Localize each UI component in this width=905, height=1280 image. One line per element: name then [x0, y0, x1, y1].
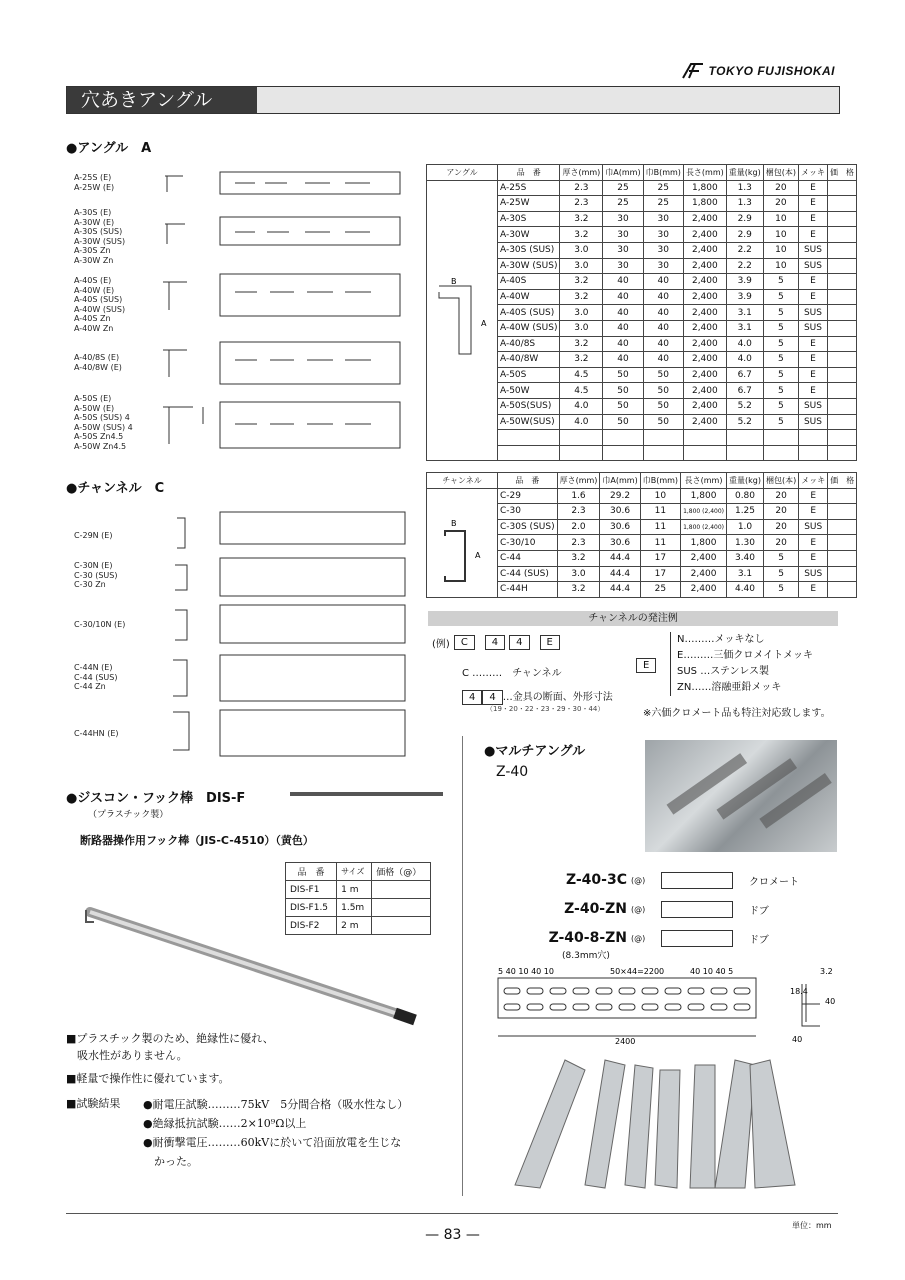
- price-cell: [827, 289, 856, 305]
- table-cell: 2.3: [557, 535, 600, 551]
- table-cell: 1,800: [681, 488, 727, 504]
- hook-heading: ●ジスコン・フック棒 DIS-F: [66, 791, 246, 806]
- table-cell: 2.9: [726, 227, 763, 243]
- order-size-line: 4 4 …金具の断面、外形寸法: [462, 688, 613, 705]
- table-cell: A-50S: [498, 367, 560, 383]
- table-cell: 2.3: [557, 504, 600, 520]
- price-field: [661, 930, 733, 947]
- table-cell: 40: [643, 352, 683, 368]
- table-row: DIS-F1.5 1.5m: [286, 899, 431, 917]
- table-cell: C-44: [498, 550, 558, 566]
- table-cell: A-40W (SUS): [498, 320, 560, 336]
- table-cell: 6.7: [726, 383, 763, 399]
- table-cell: 2,400: [683, 414, 726, 430]
- table-cell: 2,400: [683, 305, 726, 321]
- table-row: [427, 488, 857, 504]
- table-cell: 44.4: [600, 550, 640, 566]
- table-cell: 2,400: [683, 258, 726, 274]
- channel-models-2: C-30N (E) C-30 (SUS) C-30 Zn: [74, 561, 118, 589]
- heading-rule: [290, 792, 443, 796]
- table-cell: 3.0: [560, 305, 603, 321]
- table-cell: 29.2: [600, 488, 640, 504]
- vertical-divider: [462, 736, 463, 1196]
- table-cell: 2,400: [683, 242, 726, 258]
- dim-mid: 50×44=2200: [610, 967, 665, 976]
- table-cell: 2.9: [726, 211, 763, 227]
- table-cell: 3.2: [560, 289, 603, 305]
- dim-total: 2400: [615, 1037, 636, 1046]
- table-cell: SUS: [798, 305, 827, 321]
- table-cell: 3.1: [727, 566, 764, 582]
- table-cell: 30.6: [600, 535, 640, 551]
- table-cell: 2,400: [683, 289, 726, 305]
- table-row: [427, 180, 857, 196]
- order-c-line: C ……… チャンネル: [462, 668, 562, 679]
- channel-heading: ●チャンネル C: [66, 481, 165, 496]
- svg-text:A: A: [475, 551, 481, 561]
- table-cell: A-30W: [498, 227, 560, 243]
- table-cell: E: [798, 289, 827, 305]
- table-cell: 2.0: [557, 519, 600, 535]
- table-cell: 5: [763, 383, 798, 399]
- table-cell: 2.2: [726, 258, 763, 274]
- test-results: ●耐電圧試験………75kV 5分間合格（吸水性なし） ●絶縁抵抗試験……2×10⁹Ω以上 ●耐衝撃電圧………60kVに於いて沿面放電を生じな かった。: [143, 1098, 409, 1168]
- table-cell: 2,400: [681, 582, 727, 598]
- sec-w: 3.2: [820, 967, 833, 976]
- table-cell: 25: [640, 582, 680, 598]
- channel-models-5: C-44HN (E): [74, 729, 119, 738]
- table-cell: 2,400: [683, 367, 726, 383]
- table-cell: E: [799, 535, 828, 551]
- table-cell: 2,400: [683, 227, 726, 243]
- order-e-box: E: [636, 658, 656, 673]
- multi-angle-product-photo: [505, 1050, 835, 1190]
- plating-list: N………メッキなし E………三価クロメイトメッキ SUS …ステンレス製 ZN……溶融亜鉛メッキ: [670, 632, 813, 696]
- table-cell: 5: [763, 274, 798, 290]
- table-cell: 30: [643, 227, 683, 243]
- table-cell: 1.0: [727, 519, 764, 535]
- table-cell: 40: [643, 289, 683, 305]
- hook-caption: 断路器操作用フック棒（JIS-C-4510）（黄色）: [80, 834, 314, 847]
- channel-models-4: C-44N (E) C-44 (SUS) C-44 Zn: [74, 663, 118, 691]
- hook-sub: （プラスチック製）: [88, 810, 169, 820]
- table-cell: 2,400: [683, 320, 726, 336]
- table-cell: SUS: [799, 519, 828, 535]
- table-cell: SUS: [798, 258, 827, 274]
- table-cell: 1.3: [726, 180, 763, 196]
- angle-table: アングル 品 番 厚さ(mm) 巾A(mm) 巾B(mm) 長さ(mm) 重量(kg) 梱包(本) メッキ 価 格 B A A-25S 2.3 25 25 1,800 1.3 20 E A-25W 2.3 25 25 1,800 1.3 20 E A-30S 3.2 30 30 2,400 2.9 10 E A-30W 3.2 30 30 2,400 2.9 10 E A-30S (SUS) 3.0 30 30 2,400 2.2 10 SUS A-30W (SUS) 3.0 30 30 2,400 2.2 10 SUS A-40S 3.2 40 40 2,400 3.9 5 E A-40W 3.2 40 40 2,400 3.9 5 E A-40S (SUS) 3.0 40 40 2,400 3.1 5 SUS A-40W (SUS) 3.0 40 40 2,400 3.1 5 SUS A-40/8S 3.2 40 40 2,400 4.0 5 E A-40/8W 3.2 40 40 2,400 4.0 5 E A-50S 4.5 50 50 2,400 6.7 5 E A-50W 4.5 50 50 2,400 6.7 5 E A-50S(SUS) 4.0 50 50 2,400 5.2 5 SUS A-50W(SUS) 4.0 50 50 2,400 5.2 5 SUS: [426, 164, 857, 461]
- table-cell: A-40/8W: [498, 352, 560, 368]
- price-cell: [827, 274, 856, 290]
- table-cell: 30: [603, 227, 643, 243]
- table-cell: 3.1: [726, 305, 763, 321]
- svg-text:B: B: [451, 276, 457, 286]
- price-cell: [827, 367, 856, 383]
- table-cell: 10: [763, 211, 798, 227]
- price-cell: [827, 414, 856, 430]
- table-cell: 44.4: [600, 582, 640, 598]
- brand-logo: [681, 62, 835, 80]
- table-cell: 10: [763, 242, 798, 258]
- table-cell: 3.0: [560, 242, 603, 258]
- price-cell: [827, 242, 856, 258]
- price-cell: [828, 504, 857, 520]
- table-cell: 50: [643, 367, 683, 383]
- table-cell: E: [798, 196, 827, 212]
- channel-models-3: C-30/10N (E): [74, 620, 126, 629]
- table-cell: 1,800: [681, 535, 727, 551]
- table-cell: SUS: [798, 242, 827, 258]
- table-cell: 5: [763, 582, 798, 598]
- table-cell: A-40S: [498, 274, 560, 290]
- table-cell: 5.2: [726, 414, 763, 430]
- table-cell: A-40S (SUS): [498, 305, 560, 321]
- channel-section-diagram: [427, 488, 498, 597]
- table-cell: 11: [640, 504, 680, 520]
- table-cell: 3.0: [560, 320, 603, 336]
- title-bar: [66, 86, 840, 114]
- table-cell: E: [798, 180, 827, 196]
- price-cell: [827, 196, 856, 212]
- table-cell: 4.0: [560, 414, 603, 430]
- price-cell: [828, 566, 857, 582]
- table-cell: 30.6: [600, 504, 640, 520]
- table-cell: 20: [763, 535, 798, 551]
- channel-models-1: C-29N (E): [74, 531, 113, 540]
- table-cell: 2,400: [683, 274, 726, 290]
- table-cell: 5: [763, 566, 798, 582]
- table-cell: 2.3: [560, 196, 603, 212]
- table-cell: A-25S: [498, 180, 560, 196]
- table-cell: A-30S: [498, 211, 560, 227]
- angle-models-3: A-40S (E) A-40W (E) A-40S (SUS) A-40W (SUS) A-40S Zn A-40W Zn: [74, 276, 126, 333]
- table-cell: 17: [640, 550, 680, 566]
- table-cell: 10: [763, 227, 798, 243]
- footer-rule: [66, 1213, 838, 1214]
- table-cell: 10: [640, 488, 680, 504]
- table-cell: 3.9: [726, 289, 763, 305]
- table-cell: 10: [763, 258, 798, 274]
- sec-a: 18.4: [790, 987, 808, 996]
- table-cell: 30: [603, 211, 643, 227]
- multi-angle-drawing: [490, 964, 840, 1046]
- price-cell: [828, 519, 857, 535]
- table-cell: 4.40: [727, 582, 764, 598]
- table-cell: 40: [643, 336, 683, 352]
- table-cell: 4.0: [726, 336, 763, 352]
- table-cell: 5: [763, 336, 798, 352]
- angle-models-2: A-30S (E) A-30W (E) A-30S (SUS) A-30W (SUS) A-30S Zn A-30W Zn: [74, 208, 126, 265]
- table-cell: 4.0: [560, 398, 603, 414]
- table-cell: 40: [643, 305, 683, 321]
- brand-name: TOKYO FUJISHOKAI: [708, 64, 835, 78]
- page-number: — 83 —: [425, 1227, 480, 1243]
- hook-stick-image: [80, 900, 425, 1030]
- hook-table: 品 番 サイズ 価格（@） DIS-F1 1 m DIS-F1.5 1.5m DIS-F2 2 m: [285, 862, 431, 935]
- table-cell: 2,400: [681, 550, 727, 566]
- table-cell: E: [799, 488, 828, 504]
- price-cell: [827, 305, 856, 321]
- price-cell: [827, 180, 856, 196]
- table-cell: 3.2: [557, 550, 600, 566]
- svg-text:A: A: [481, 318, 487, 328]
- table-cell: A-30S (SUS): [498, 242, 560, 258]
- table-cell: A-50W(SUS): [498, 414, 560, 430]
- table-cell: A-30W (SUS): [498, 258, 560, 274]
- table-cell: 2,400: [683, 352, 726, 368]
- table-cell: A-50W: [498, 383, 560, 399]
- channel-table: チャンネル 品 番 厚さ(mm) 巾A(mm) 巾B(mm) 長さ(mm) 重量(kg) 梱包(本) メッキ 価 格 B A C-29 1.6 29.2 10 1,800 0.80 20 E C-30 2.3 30.6 11 1,800 (2,400) 1.25 20 E C-30S (SUS) 2.0 30.6 11 1,800 (2,400) 1.0 20 SUS C-30/10 2.3 30.6 11 1,800 1.30 20 E C-44 3.2 44.4 17 2,400 3.40 5 E C-44 (SUS) 3.0 44.4 17 2,400 3.1 5 SUS C-44H 3.2 44.4 25 2,400 4.40 5 E: [426, 472, 857, 598]
- table-row: DIS-F1 1 m: [286, 881, 431, 899]
- unit-note: 単位：mm: [792, 1221, 832, 1230]
- table-cell: C-30/10: [498, 535, 558, 551]
- table-cell: 1.25: [727, 504, 764, 520]
- hook-features: ■プラスチック製のため、絶縁性に優れ、 吸水性がありません。 ■軽量で操作性に優れています。: [66, 1032, 274, 1085]
- table-cell: 17: [640, 566, 680, 582]
- table-cell: C-29: [498, 488, 558, 504]
- table-cell: 3.9: [726, 274, 763, 290]
- price-field: [661, 901, 733, 918]
- dim-top-left: 5 40 10 40 10: [498, 967, 554, 976]
- table-cell: 25: [603, 196, 643, 212]
- table-cell: 5: [763, 320, 798, 336]
- table-cell: SUS: [798, 320, 827, 336]
- angle-heading: ●アングル A: [66, 141, 152, 156]
- table-cell: E: [798, 211, 827, 227]
- table-cell: 2,400: [683, 336, 726, 352]
- channel-drawings: [155, 500, 410, 762]
- table-cell: 30: [603, 258, 643, 274]
- table-cell: 30.6: [600, 519, 640, 535]
- angle-models-5: A-50S (E) A-50W (E) A-50S (SUS) 4 A-50W (SUS) 4 A-50S Zn4.5 A-50W Zn4.5: [74, 394, 133, 451]
- table-cell: 20: [763, 488, 798, 504]
- price-cell: [828, 488, 857, 504]
- table-cell: 40: [603, 336, 643, 352]
- table-cell: 5: [763, 414, 798, 430]
- table-cell: 30: [643, 242, 683, 258]
- table-cell: SUS: [798, 398, 827, 414]
- price-cell: [827, 352, 856, 368]
- table-cell: E: [798, 352, 827, 368]
- table-cell: 1.3: [726, 196, 763, 212]
- table-cell: C-44H: [498, 582, 558, 598]
- price-cell: [828, 582, 857, 598]
- svg-text:B: B: [451, 519, 457, 529]
- table-cell: 20: [763, 504, 798, 520]
- order-title: チャンネルの発注例: [428, 611, 838, 626]
- table-cell: 30: [643, 258, 683, 274]
- table-cell: 40: [603, 305, 643, 321]
- table-cell: 5: [763, 550, 798, 566]
- order-size-note: （19・20・22・23・29・30・44）: [486, 705, 605, 713]
- table-cell: 30: [603, 242, 643, 258]
- table-cell: 5: [763, 398, 798, 414]
- table-cell: 2,400: [683, 211, 726, 227]
- table-cell: 40: [643, 274, 683, 290]
- table-cell: 3.40: [727, 550, 764, 566]
- table-cell: E: [799, 582, 828, 598]
- table-cell: 3.1: [726, 320, 763, 336]
- table-cell: 6.7: [726, 367, 763, 383]
- table-cell: 5: [763, 305, 798, 321]
- table-cell: 3.2: [560, 227, 603, 243]
- table-cell: 11: [640, 519, 680, 535]
- table-cell: 50: [603, 383, 643, 399]
- table-cell: 44.4: [600, 566, 640, 582]
- table-cell: 3.2: [560, 336, 603, 352]
- table-cell: 3.2: [560, 211, 603, 227]
- dim-right: 40 10 40 5: [690, 967, 734, 976]
- table-cell: 2.3: [560, 180, 603, 196]
- table-cell: A-40W: [498, 289, 560, 305]
- table-cell: 5: [763, 352, 798, 368]
- price-cell: [827, 258, 856, 274]
- sec-b: 40: [792, 1035, 803, 1044]
- table-cell: 25: [603, 180, 643, 196]
- price-cell: [828, 550, 857, 566]
- table-cell: 40: [643, 320, 683, 336]
- table-cell: 5: [763, 367, 798, 383]
- table-cell: 50: [603, 398, 643, 414]
- table-cell: 3.0: [560, 258, 603, 274]
- table-cell: 20: [763, 180, 798, 196]
- table-cell: E: [798, 383, 827, 399]
- table-cell: E: [798, 336, 827, 352]
- price-cell: [827, 336, 856, 352]
- sec-h: 40: [825, 997, 836, 1006]
- order-note: ※六価クロメート品も特注対応致します。: [643, 708, 831, 719]
- table-cell: 3.2: [560, 274, 603, 290]
- table-cell: 3.2: [560, 352, 603, 368]
- table-cell: 30: [643, 211, 683, 227]
- table-cell: 1,800 (2,400): [681, 519, 727, 535]
- table-cell: 1.30: [727, 535, 764, 551]
- table-cell: 40: [603, 352, 643, 368]
- table-cell: 50: [643, 398, 683, 414]
- multi-angle-photo: [645, 740, 837, 852]
- table-cell: C-44 (SUS): [498, 566, 558, 582]
- table-row: DIS-F2 2 m: [286, 917, 431, 935]
- table-cell: 40: [603, 289, 643, 305]
- table-cell: 4.5: [560, 367, 603, 383]
- price-cell: [828, 535, 857, 551]
- table-cell: 1,800: [683, 180, 726, 196]
- table-cell: 50: [603, 414, 643, 430]
- table-cell: 2,400: [681, 566, 727, 582]
- angle-models-4: A-40/8S (E) A-40/8W (E): [74, 353, 122, 372]
- multi-angle-model: Z-40: [496, 764, 529, 780]
- table-cell: C-30S (SUS): [498, 519, 558, 535]
- price-cell: [827, 398, 856, 414]
- table-cell: C-30: [498, 504, 558, 520]
- table-cell: 4.0: [726, 352, 763, 368]
- table-cell: 20: [763, 196, 798, 212]
- page-title: 穴あきアングル: [67, 87, 257, 113]
- table-cell: SUS: [799, 566, 828, 582]
- table-cell: 1,800 (2,400): [681, 504, 727, 520]
- table-cell: 5: [763, 289, 798, 305]
- angle-drawings: [155, 162, 410, 452]
- table-cell: E: [799, 504, 828, 520]
- table-cell: 2,400: [683, 383, 726, 399]
- table-cell: A-50S(SUS): [498, 398, 560, 414]
- table-cell: 25: [643, 196, 683, 212]
- price-cell: [827, 211, 856, 227]
- logo-mark-icon: [681, 62, 705, 80]
- table-cell: E: [799, 550, 828, 566]
- table-cell: 50: [643, 414, 683, 430]
- angle-models-1: A-25S (E) A-25W (E): [74, 173, 115, 192]
- hole-note: (8.3mm穴): [562, 951, 610, 961]
- table-cell: SUS: [798, 414, 827, 430]
- table-cell: 3.2: [557, 582, 600, 598]
- table-cell: 1.6: [557, 488, 600, 504]
- table-cell: 5.2: [726, 398, 763, 414]
- table-cell: 20: [763, 519, 798, 535]
- angle-section-diagram: [427, 180, 498, 461]
- test-label: ■試験結果: [66, 1097, 121, 1110]
- table-cell: 2,400: [683, 398, 726, 414]
- table-cell: E: [798, 367, 827, 383]
- table-cell: 40: [603, 320, 643, 336]
- multi-angle-items: Z-40-3C (@) クロメート Z-40-ZN (@) ドブ Z-40-8-ZN (@) ドブ: [548, 872, 799, 946]
- table-cell: 2.2: [726, 242, 763, 258]
- table-cell: 11: [640, 535, 680, 551]
- order-example: (例) C 4 4 E: [432, 635, 560, 650]
- table-cell: 1,800: [683, 196, 726, 212]
- price-cell: [827, 383, 856, 399]
- table-cell: E: [798, 274, 827, 290]
- table-cell: A-40/8S: [498, 336, 560, 352]
- table-cell: 40: [603, 274, 643, 290]
- price-cell: [827, 320, 856, 336]
- table-cell: E: [798, 227, 827, 243]
- table-cell: 4.5: [560, 383, 603, 399]
- price-cell: [827, 227, 856, 243]
- table-cell: A-25W: [498, 196, 560, 212]
- multi-angle-heading: ●マルチアングル: [484, 744, 586, 759]
- price-field: [661, 872, 733, 889]
- table-cell: 3.0: [557, 566, 600, 582]
- table-cell: 50: [603, 367, 643, 383]
- table-cell: 50: [643, 383, 683, 399]
- table-cell: 25: [643, 180, 683, 196]
- table-cell: 0.80: [727, 488, 764, 504]
